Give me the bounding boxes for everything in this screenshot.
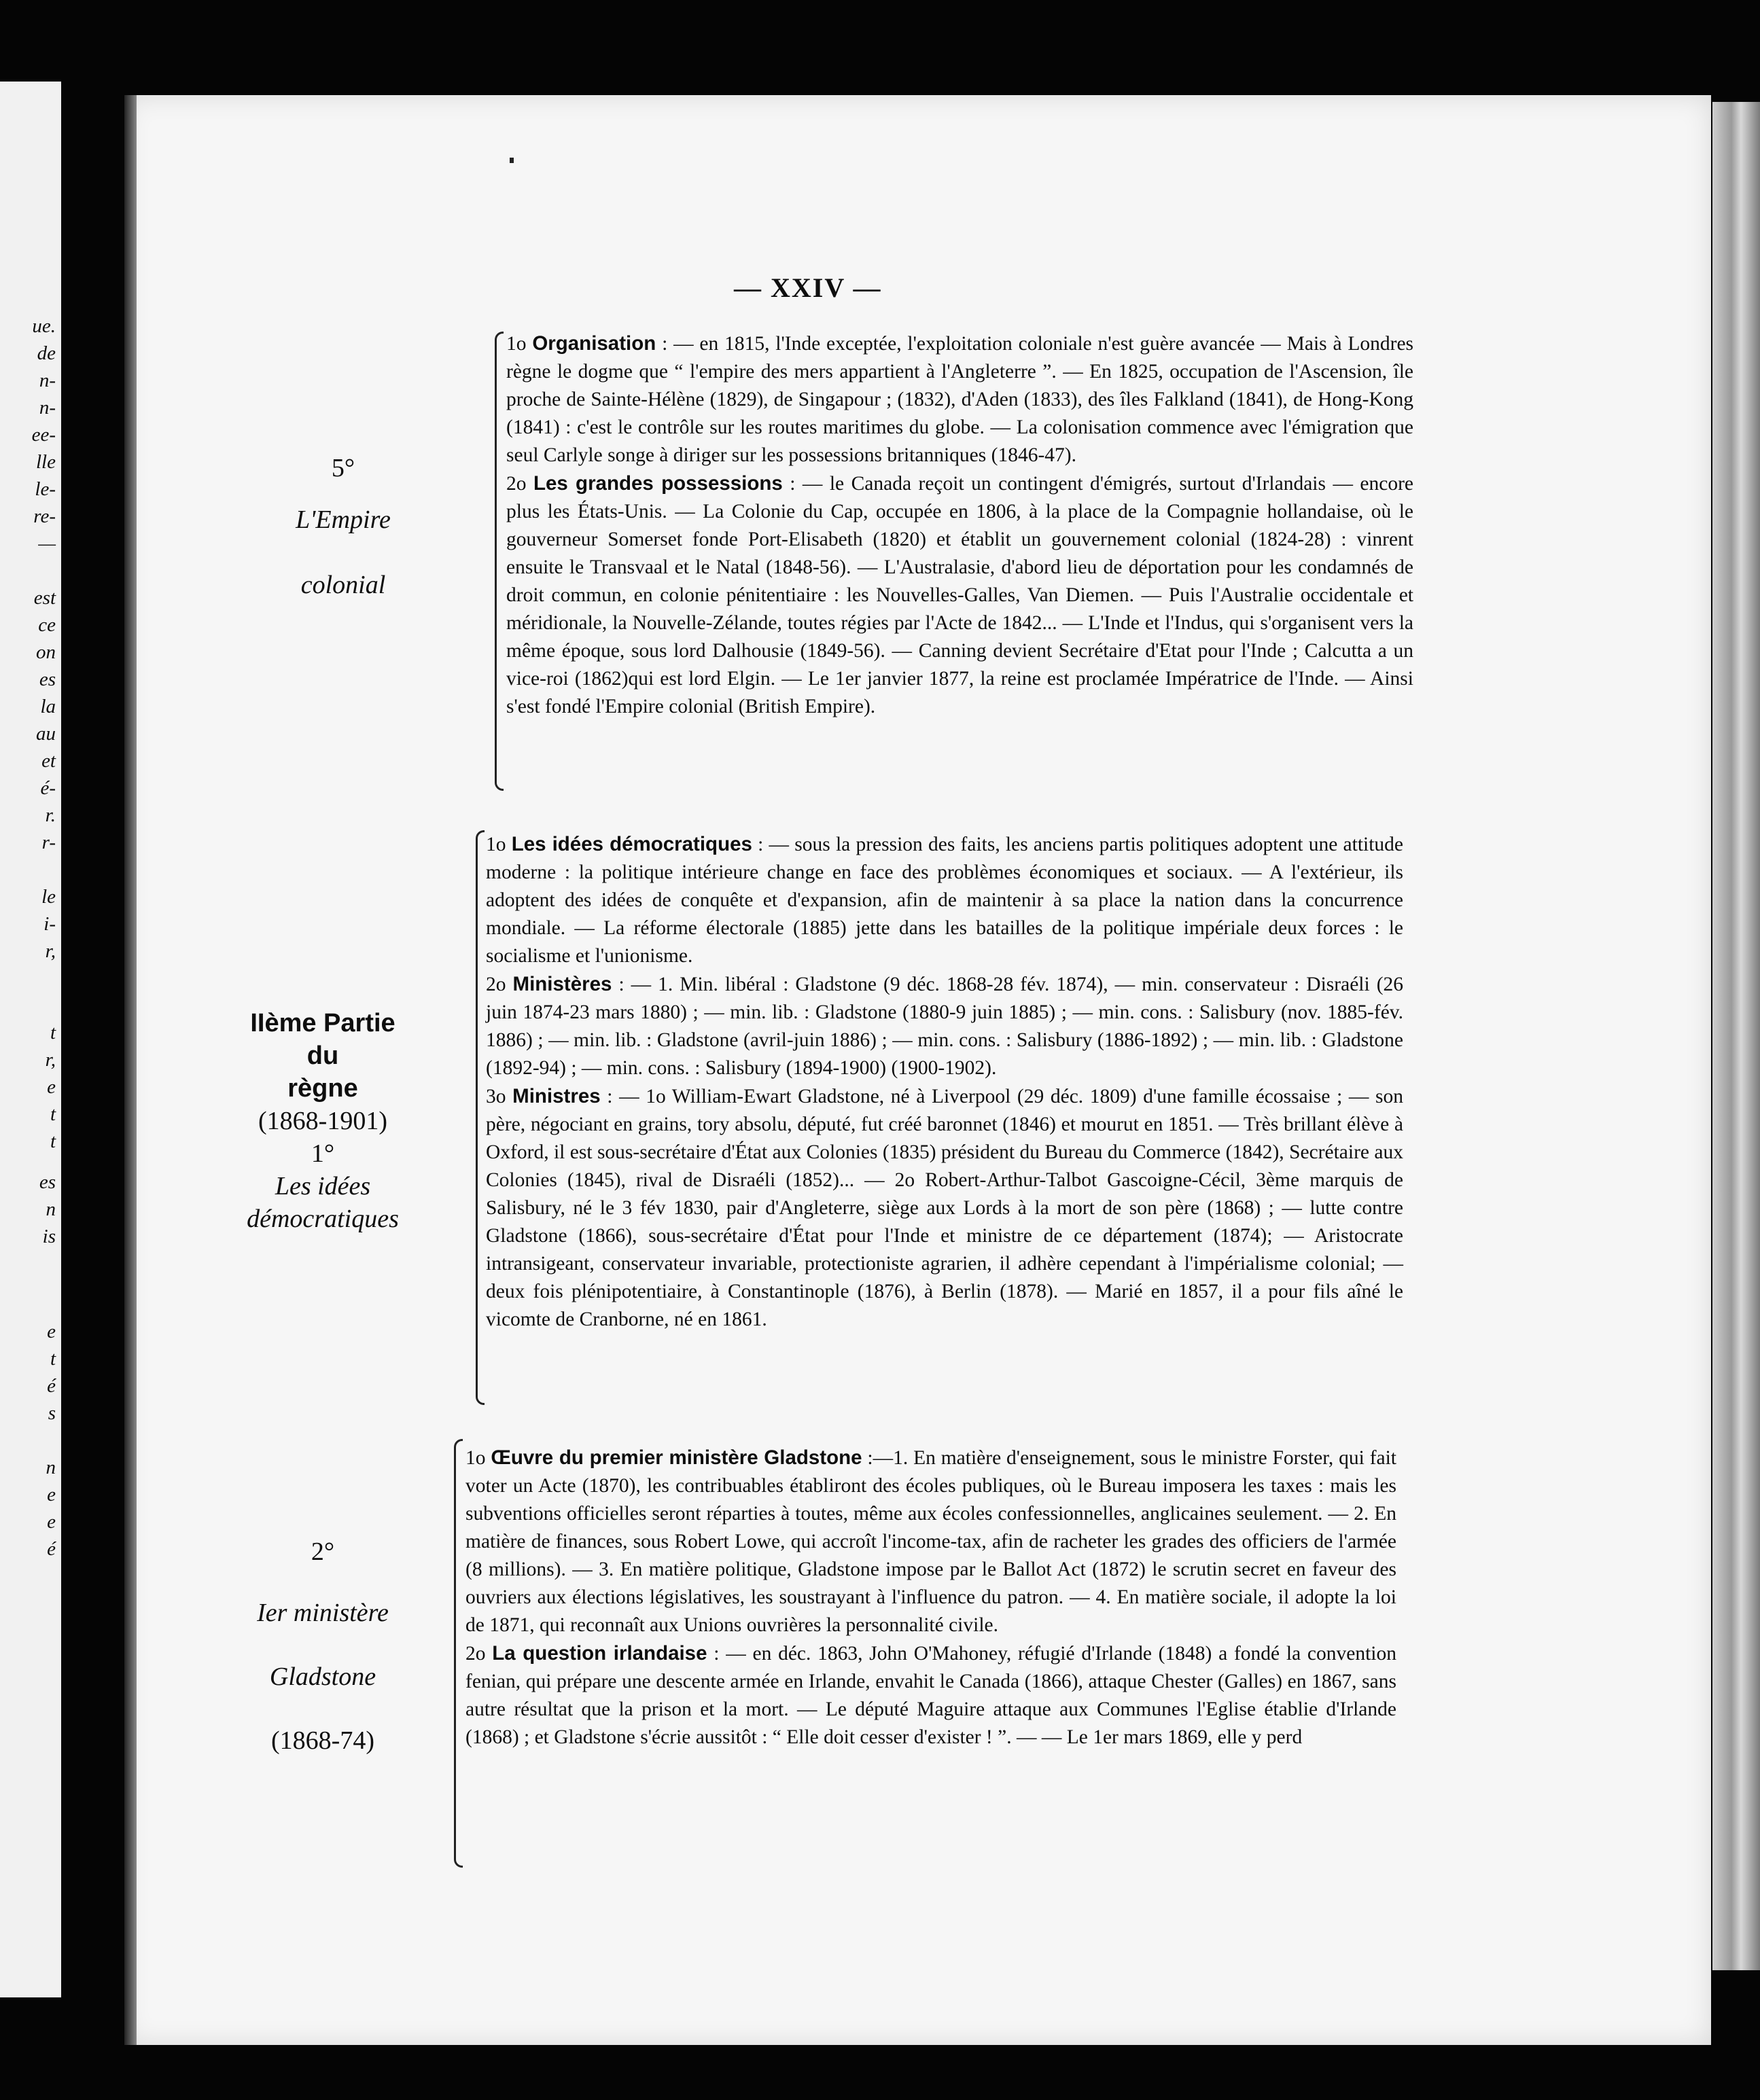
fragment-text: r- [41,832,56,853]
fragment-text: r, [45,1049,56,1071]
para-text: : — le Canada reçoit un contingent d'émigrés, surtout d'Irlandais — encore plus les États-Unis. — La Colonie du Cap, occupée en 1806, à la place de la Compagnie hollandaise, où le gouverneur Somerset fonde Port-Elisabeth (1820) et établit un gouvernement colonial (1824-28) : vinrent ensuite le Transvaal et le Natal (1848-56). — L'Australasie, d'abord lieu de déportation pour les condamnés de droit commun, en colonie pénitentiaire : les Nouvelles-Galles, Van Diemen. — Puis l'Australie occidentale et méridionale, la Nouvelle-Zélande, toutes régies par l'Acte de 1842... — L'Inde et l'Indus, qui s'organisent vers la même époque, sous lord Dalhousie (1849-56). — Canning devient Secrétaire d'Etat pour l'Inde ; Calcutta a un vice-roi (1862)qui est lord Elgin. — Le 1er janvier 1877, la reine est proclamée Impératrice de l'Inde. — Ainsi s'est fondé l'Empire colonial (British Empire). [506,473,1413,717]
fragment-text: é [47,1375,56,1397]
para-heading: Œuvre du premier ministère Gladstone [491,1446,862,1469]
fragment-text: e [47,1511,56,1533]
paragraph [506,469,1413,721]
fragment-text: n- [39,370,56,391]
margin-subtitle: colonial [300,571,386,599]
para-heading: La question irlandaise [492,1642,707,1665]
fragment-text: es [39,1171,56,1193]
paragraph [465,1444,1396,1639]
fragment-text: n- [39,397,56,419]
page-edge [1712,102,1760,1970]
paragraph [506,330,1413,469]
page-gutter [124,95,137,2045]
para-text: : — 1. Min. libéral : Gladstone (9 déc. 1868-28 fév. 1874), — min. conservateur : Disraéli (26 juin 1874-23 mars 1880) ; — min. lib. : Gladstone (1880-9 juin 1885) ; — min. cons. : Salisbury (nov. 1885-fév. 1886) ; — min. lib. : Gladstone (avril-juin 1886) ; — min. cons. : Salisbury (1886-1892) ; — min. lib. : Gladstone (1892-94) ; — min. cons. : Salisbury (1894-1900) (1900-1902). [486,974,1404,1079]
fragment-text: e [47,1484,56,1506]
para-text: :—1. En matière d'enseignement, sous le ministre Forster, qui fait voter un Acte (1870), les contribuables établiront des écoles publiques, où le Bureau imposera les taxes : mais les subventions officielles seront réparties à toutes, même aux écoles confessionnelles, anglicaines seulement. — 2. En matière de finances, sous Robert Lowe, qui accroît l'income-tax, afin de racheter les grades des officiers de l'armée (8 millions). — 3. En matière politique, Gladstone impose par le Ballot Act (1872) le scrutin secret en faveur des ouvriers aux élections législatives, les soustrayant à l'influence du patron. — 4. En matière sociale, il adopte la loi de 1871, qui reconnaît aux Unions ouvrières la personnalité civile. [465,1447,1396,1636]
margin-title: Ier ministère [257,1599,389,1627]
section-brace [476,830,485,1405]
paragraph [465,1639,1396,1751]
margin-heading-partie2 [224,1007,421,1235]
para-number: 1o [486,834,506,855]
fragment-text: t [50,1348,56,1370]
margin-title: L'Empire [296,505,391,534]
fragment-text: é- [40,777,56,799]
fragment-text: la [40,696,56,717]
margin-heading-gladstone [224,1535,421,1757]
margin-subtitle: démocratiques [247,1205,399,1233]
fragment-text: — [38,533,56,554]
section-brace [495,332,504,791]
fragment-text: é [47,1538,56,1560]
fragment-text: n [46,1457,56,1478]
section-number: 1° [311,1139,335,1168]
paragraph [486,1082,1403,1334]
fragment-text: on [36,641,56,663]
section-number: 5° [331,454,355,482]
para-heading: Ministres [512,1085,601,1107]
fragment-text: de [37,342,56,364]
part-title-line3: règne [287,1074,358,1103]
page-number: — XXIV — [734,272,882,303]
section-brace [454,1439,463,1868]
fragment-text: r, [45,940,56,962]
part-title: IIème Partie [250,1009,395,1037]
para-text: : — en déc. 1863, John O'Mahoney, réfugié d'Irlande (1848) a fondé la convention fenian, qui prépare une descente armée en Irlande, envahit le Canada (1866), attaque Chester (Galles) en 1867, sans autre résultat que la prison et la mort. — Le député Maguire attaque aux Communes l'Eglise établie d'Irlande (1868) ; et Gladstone s'écrie aussitôt : “ Elle doit cesser d'exister ! ”. — — Le 1er mars 1869, elle y perd [465,1643,1397,1748]
fragment-text: es [39,669,56,690]
margin-heading-empire [258,452,428,601]
margin-subtitle: Gladstone [269,1662,376,1691]
fragment-text: t [50,1022,56,1044]
para-number: 2o [486,974,506,995]
fragment-text: ee- [31,424,56,446]
fragment-text: r. [45,804,56,826]
fragment-text: n [46,1198,56,1220]
fragment-text: lle [36,451,56,473]
para-number: 3o [486,1086,506,1107]
part-dates: (1868-1901) [258,1107,387,1135]
fragment-text: et [41,750,56,772]
para-heading: Les grandes possessions [533,472,783,495]
fragment-text: e [47,1076,56,1098]
fragment-text: ue. [32,315,56,337]
para-heading: Ministères [512,973,612,995]
para-number: 1o [465,1447,486,1469]
ink-speck [510,158,514,163]
section-partie2-text [486,830,1403,1334]
fragment-text: le- [35,478,56,500]
fragment-text: ce [38,614,56,636]
fragment-text: e [47,1321,56,1342]
para-number: 1o [506,333,527,355]
para-text: : — en 1815, l'Inde exceptée, l'exploitation coloniale n'est guère avancée — Mais à Londres règne le dogme que “ l'empire des mers appartient à l'Angleterre ”. — En 1825, occupation de l'Ascension, île proche de Sainte-Hélène (1829), de Singapour ; (1832), d'Aden (1833), des îles Falkland (1841), de Hong-Kong (1841) : c'est le contrôle sur les routes maritimes du globe. — La colonisation commence avec l'émigration que seul Carlyle songe à diriger sur les possessions britanniques (1846-47). [506,333,1414,466]
margin-title: Les idées [275,1172,371,1200]
para-heading: Organisation [532,332,656,355]
paragraph [486,830,1403,970]
fragment-text: t [50,1103,56,1125]
fragment-text: t [50,1131,56,1152]
fragment-text: s [48,1402,56,1424]
margin-dates: (1868-74) [271,1726,374,1755]
fragment-text: le [41,886,56,908]
section-gladstone-text [465,1444,1396,1751]
para-number: 2o [465,1643,486,1665]
fragment-text: is [42,1226,56,1247]
section-empire-text [506,330,1413,721]
section-number: 2° [311,1537,335,1566]
adjacent-page-fragment [0,82,61,1997]
para-number: 2o [506,473,527,495]
para-text: : — 1o William-Ewart Gladstone, né à Liverpool (29 déc. 1809) d'une famille écossaise ; — son père, négociant en grains, tory absolu, député, fut créé baronnet (1846) et mourut en 1851. — Très brillant élève à Oxford, il est sous-secrétaire d'État aux Colonies (1835) président du Bureau du Commerce (1842), Secrétaire aux Colonies (1845), rival de Disraéli (1852)... — 2o Robert-Arthur-Talbot Gascoigne-Cécil, 3ème marquis de Salisbury, né le 3 fév 1830, pair d'Angleterre, siège aux Lords à la mort de son père (1868) ; — lutte contre Gladstone (1866), sous-secrétaire d'État pour l'Inde et ministre de ce département (1874); — Aristocrate intransigeant, conservateur invariable, protectioniste agrarien, il adhère cependant à l'impérialisme colonial; — deux fois plénipotentiaire, à Constantinople (1876), à Berlin (1878). — Marié en 1857, il a pour fils aîné le vicomte de Cranborne, né en 1861. [486,1086,1404,1330]
fragment-text: est [33,587,56,609]
fragment-text: re- [33,505,56,527]
para-text: : — sous la pression des faits, les anciens partis politiques adoptent une attitude moderne : la politique intérieure change en face des problèmes économiques et sociaux. — A l'extérieur, ils adoptent des idées de conquête et d'expansion, afin de maintenir à sa place la nation dans la concurrence mondiale. — La réforme électorale (1885) jette dans les batailles de la politique impériale deux forces : le socialisme et l'unionisme. [486,834,1403,967]
paragraph [486,970,1403,1082]
para-heading: Les idées démocratiques [511,833,752,855]
fragment-text: i- [43,913,56,935]
part-title-line2: du [306,1042,339,1070]
fragment-text: au [36,723,56,745]
